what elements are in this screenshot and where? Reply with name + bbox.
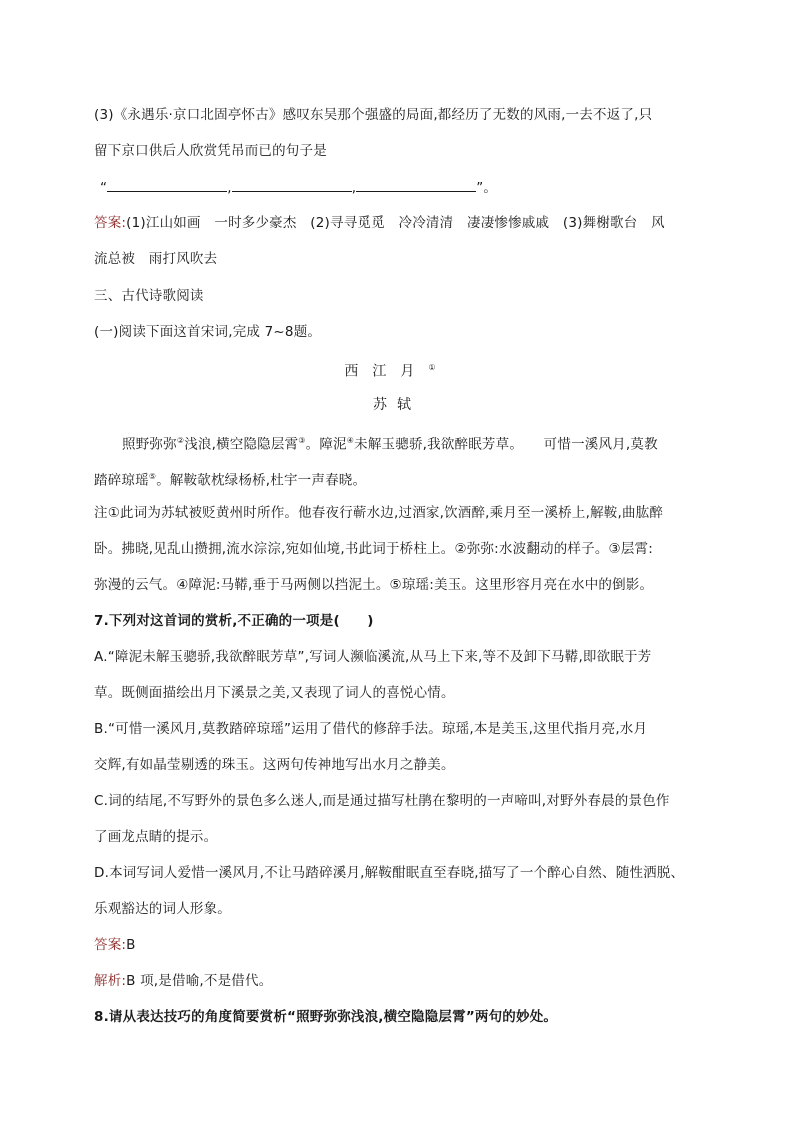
note-marker-4: ④: [346, 436, 355, 445]
analysis-7: [94, 971, 272, 991]
note-marker-5: ⑤: [148, 472, 157, 481]
answer-label: 答案:: [94, 215, 127, 231]
option-d-line-1[interactable]: D.本词写词人爱惜一溪风月,不让马踏碎溪月,解鞍酣眠直至春晓,描写了一个醉心自然、随性洒脱、: [94, 865, 685, 881]
option-a-line-2: 草。既侧面描绘出月下溪景之美,又表现了词人的喜悦心情。: [94, 685, 455, 701]
question-3-blanks: [100, 178, 497, 198]
poem-text: 照野弥弥: [122, 436, 177, 453]
question-8-stem: 8.请从表达技巧的角度简要赏析“照野弥弥浅浪,横空隐隐层霄”两句的妙处。: [94, 1009, 558, 1025]
option-d-line-2: 乐观豁达的词人形象。: [94, 901, 231, 917]
poem-text: 未解玉骢骄,我欲醉眠芳草。 可惜一溪风月,莫教: [354, 436, 658, 453]
answer-7-value: B: [126, 937, 136, 953]
option-a-line-1[interactable]: A.“障泥未解玉骢骄,我欲醉眠芳草”,写词人濒临溪流,从马上下来,等不及卸下马鞯,即欲眠于芳: [94, 649, 652, 665]
poem-body-line-1: [122, 431, 658, 455]
option-c-line-2: 了画龙点睛的提示。: [94, 829, 218, 845]
fill-blank-2[interactable]: [232, 178, 352, 192]
poem-title-note: ①: [428, 363, 450, 372]
fill-blank-1[interactable]: [107, 178, 227, 192]
subsection-heading: (一)阅读下面这首宋词,完成 7~8题。: [94, 324, 322, 340]
option-b-line-1[interactable]: B.“可惜一溪风月,莫教踏碎琼瑶”运用了借代的修辞手法。琼瑶,本是美玉,这里代指月亮,水月: [94, 721, 648, 737]
blank-separator-1: ,: [227, 180, 232, 196]
option-b-line-2: 交辉,有如晶莹剔透的珠玉。这两句传神地写出水月之静美。: [94, 757, 455, 773]
answer-7: [94, 935, 136, 955]
analysis-label: 解析:: [94, 973, 127, 989]
fill-blank-3[interactable]: [356, 178, 476, 192]
notes-line-3: 弥漫的云气。④障泥:马鞯,垂于马两侧以挡泥土。⑤琼瑶:美玉。这里形容月亮在水中的倒影。: [94, 577, 654, 593]
quote-open: “: [100, 180, 108, 196]
poem-title-text: 西江月: [344, 363, 429, 380]
note-marker-3: ③: [298, 436, 306, 445]
poem-author: 苏轼: [373, 397, 421, 413]
poem-title: [0, 358, 794, 382]
poem-text: 。障泥: [305, 436, 347, 453]
poem-text: 浅浪,横空隐隐层霄: [184, 436, 299, 453]
question-3-line-2: 留下京口供后人欣赏凭吊而已的句子是: [94, 143, 327, 159]
question-3-line-1: (3)《永遇乐·京口北固亭怀古》感叹东吴那个强盛的局面,都经历了无数的风雨,一去不返了,只: [94, 107, 653, 123]
note-marker-2: ②: [176, 436, 185, 445]
answer-1-line-1: [94, 213, 665, 233]
section-heading: 三、古代诗歌阅读: [94, 288, 204, 304]
poem-body-line-2: [94, 467, 366, 491]
notes-line-2: 卧。拂晓,见乱山攒拥,流水淙淙,宛如仙境,书此词于桥柱上。②弥弥:水波翻动的样子。③层霄:: [94, 541, 653, 557]
blank-separator-2: ,: [351, 180, 357, 196]
quote-close: ”。: [476, 180, 498, 196]
notes-line-1: 注①此词为苏轼被贬黄州时所作。他春夜行蕲水边,过酒家,饮酒醉,乘月至一溪桥上,解鞍,曲肱醉: [94, 505, 664, 521]
answer-1-text: (1)江山如画 一时多少豪杰 (2)寻寻觅觅 冷冷清清 凄凄惨惨戚戚 (3)舞榭歌台 风: [126, 215, 665, 231]
poem-text: 。解鞍欹枕绿杨桥,杜宇一声春晓。: [156, 472, 367, 489]
poem-text: 踏碎琼瑶: [94, 472, 149, 489]
analysis-7-text: B 项,是借喻,不是借代。: [126, 973, 273, 989]
option-c-line-1[interactable]: C.词的结尾,不写野外的景色多么迷人,而是通过描写杜鹃在黎明的一声啼叫,对野外春晨的景色作: [94, 793, 670, 809]
answer-label: 答案:: [94, 937, 127, 953]
question-7-stem: 7.下列对这首词的赏析,不正确的一项是( ): [94, 613, 374, 629]
answer-1-line-2: 流总被 雨打风吹去: [94, 251, 218, 267]
